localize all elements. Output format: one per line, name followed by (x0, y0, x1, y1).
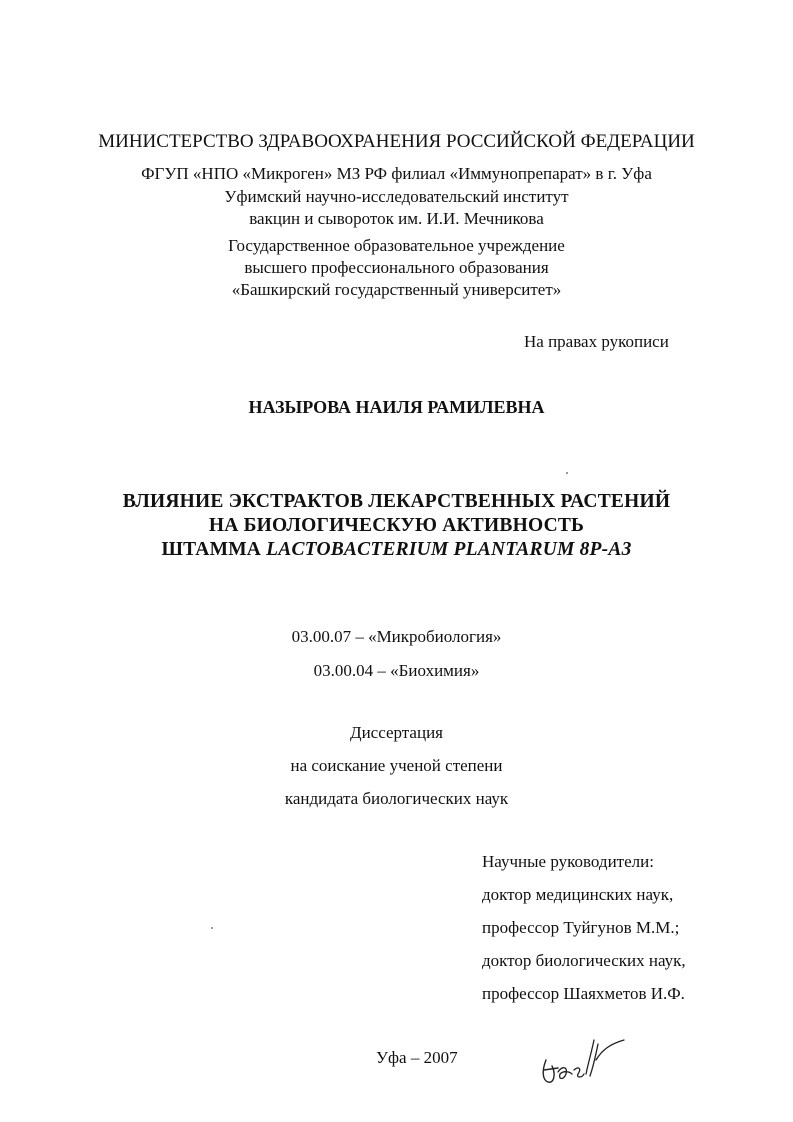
institute-line-3: вакцин и сывороток им. И.И. Мечникова (249, 209, 544, 228)
handwritten-signature (538, 1030, 628, 1086)
supervisor-2-name: профессор Шаяхметов И.Ф. (482, 984, 685, 1003)
manuscript-note: На правах рукописи (524, 332, 669, 351)
institute-line-2: Уфимский научно-исследовательский институт (224, 187, 569, 206)
specialty-biochemistry: 03.00.04 – «Биохимия» (313, 661, 480, 680)
degree-line-1: Диссертация (349, 723, 443, 742)
city-year: Уфа – 2007 (376, 1048, 458, 1067)
scan-speck (211, 927, 213, 929)
university-line-3: «Башкирский государственный университет» (231, 280, 562, 299)
title-line-3 (0, 539, 793, 561)
author-name: НАЗЫРОВА НАИЛЯ РАМИЛЕВНА (248, 397, 545, 417)
supervisors-heading: Научные руководители: (482, 852, 654, 871)
scan-speck (566, 472, 568, 474)
university-line-2: высшего профессионального образования (244, 258, 549, 277)
supervisor-1-degree: доктор медицинских наук, (482, 885, 674, 904)
degree-line-2: на соискание ученой степени (290, 756, 503, 775)
institute-line-1: ФГУП «НПО «Микроген» МЗ РФ филиал «Иммунопрепарат» в г. Уфа (141, 164, 652, 183)
degree-line-3: кандидата биологических наук (284, 789, 509, 808)
ministry-name: МИНИСТЕРСТВО ЗДРАВООХРАНЕНИЯ РОССИЙСКОЙ ФЕДЕРАЦИИ (98, 131, 695, 152)
supervisor-1-name: профессор Туйгунов М.М.; (482, 918, 680, 937)
strain-name: LACTOBACTERIUM PLANTARUM 8P-A3 (266, 539, 632, 560)
university-line-1: Государственное образовательное учреждение (228, 236, 565, 255)
specialty-microbiology: 03.00.07 – «Микробиология» (291, 627, 502, 646)
title-line-2: НА БИОЛОГИЧЕСКУЮ АКТИВНОСТЬ (208, 515, 585, 536)
title-line-1: ВЛИЯНИЕ ЭКСТРАКТОВ ЛЕКАРСТВЕННЫХ РАСТЕНИЙ (122, 491, 671, 512)
supervisor-2-degree: доктор биологических наук, (482, 951, 686, 970)
title-line-3-prefix: ШТАММА (161, 539, 267, 560)
